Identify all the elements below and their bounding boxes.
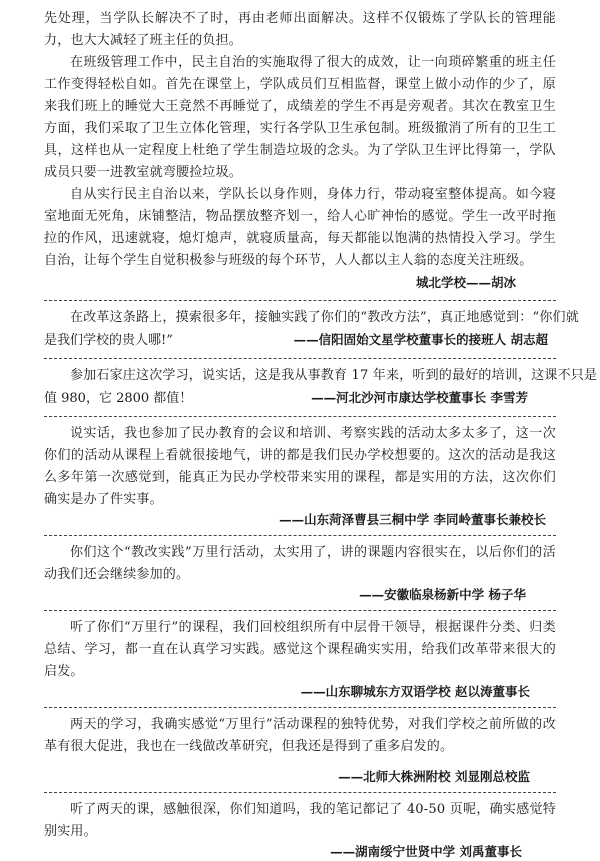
- testimonial-text-line: 在改革这条路上，摸索很多年，接触实践了你们的“教改方法”，真正地感觉到：“你们就: [70, 310, 579, 325]
- divider: [44, 535, 556, 536]
- testimonial-text-line: 是我们学校的贵人哪!”: [44, 333, 173, 348]
- essay-paragraph-2: 在班级管理工作中，民主自治的实施取得了很大的成效，让一向琐碎繁重的班主任工作变得轻松自如。首先在课堂上，学队成员们互相监督，课堂上做小动作的少了，原来我们班上的睡觉大王竟然不再睡觉了，成绩差的学生不再是旁观者。其次在教室卫生方面，我们采取了卫生立体化管理，实行各学队卫生承包制。班级撤消了所有的卫生工具，这样也从一定程度上杜绝了学生制造垃圾的念头。为了学队卫生评比得第一，学队成员只要一进教室就弯腰捡垃圾。: [44, 55, 556, 180]
- testimonial-text-line: 值 980，它 2800 都值！: [44, 391, 193, 406]
- testimonial-signature: ——河北沙河市康达学校董事长 李雪芳: [311, 390, 528, 405]
- divider: [44, 300, 556, 301]
- testimonial-signature: ——山东聊城东方双语学校 赵以涛董事长: [300, 684, 530, 699]
- divider: [44, 358, 556, 359]
- testimonial-signature: ——山东菏泽曹县三桐中学 李同岭董事长兼校长: [279, 512, 546, 527]
- testimonial-4: [44, 542, 556, 604]
- testimonial-signature: ——信阳固始文星学校董事长的接班人 胡志超: [293, 332, 548, 347]
- testimonial-text: 说实话，我也参加了民办教育的会议和培训、考察实践的活动太多太多了，这一次你们的活动从课程上看就很接地气，讲的都是我们民办学校想要的。这次的活动是我这么多年第一次感觉到，能真正为民办学校带来实用的课程，都是实用的方法，这次你们确实是办了件实事。: [44, 426, 556, 507]
- testimonial-5: [44, 617, 556, 701]
- essay-paragraph-3: 自从实行民主自治以来，学队长以身作则，身体力行，带动寝室整体提高。如今寝室地面无死角，床铺整洁，物品摆放整齐划一，给人心旷神怡的感觉。学生一改平时拖拉的作风，迅速就寝，熄灯熄声，就寝质量高，每天都能以饱满的热情投入学习。学生自治，让每个学生自觉积极参与班级的每个环节，人人都以主人翁的态度关注班级。: [44, 187, 556, 268]
- document-page: [44, 8, 598, 861]
- testimonial-text: 听了两天的课，感触很深，你们知道吗，我的笔记都记了 40-50 页呢，确实感觉特别实用。: [44, 802, 556, 839]
- testimonial-last-line: [44, 329, 556, 352]
- essay-paragraph-1: 先处理，当学队长解决不了时，再由老师出面解决。这样不仅锻炼了学队长的管理能力，也大大减轻了班主任的负担。: [44, 11, 556, 48]
- essay-signature: 城北学校——胡冰: [415, 275, 516, 290]
- testimonial-text: 听了你们“万里行”的课程，我们回校组织所有中层骨干领导，根据课件分类、归类总结、学习，都一直在认真学习实践。感觉这个课程确实实用，给我们改革带来很大的启发。: [44, 620, 556, 679]
- testimonial-1: [44, 307, 579, 352]
- divider: [44, 792, 556, 793]
- testimonial-3: [44, 423, 556, 529]
- testimonial-last-line: [44, 387, 556, 410]
- testimonial-6: [44, 714, 556, 786]
- divider: [44, 610, 556, 611]
- testimonial-text: 你们这个“教改实践”万里行活动，太实用了，讲的课题内容很实在，以后你们的活动我们还会继续参加的。: [44, 545, 556, 582]
- testimonial-2: [44, 365, 598, 410]
- testimonial-signature: ——北师大株洲附校 刘显刚总校监: [338, 769, 530, 784]
- testimonial-text-line: 参加石家庄这次学习，说实话，这是我从事教育 17 年来，听到的最好的培训，这课不只是: [70, 368, 598, 383]
- divider: [44, 416, 556, 417]
- testimonial-7: [44, 799, 556, 861]
- essay-block: [44, 8, 556, 292]
- testimonial-signature: ——湖南绥宁世贤中学 刘禹董事长: [330, 844, 522, 859]
- testimonial-text: 两天的学习，我确实感觉“万里行”活动课程的独特优势，对我们学校之前所做的改革有很大促进，我也在一线做改革研究，但我还是得到了重多启发的。: [44, 717, 556, 754]
- testimonial-signature: ——安徽临泉杨新中学 杨子华: [359, 587, 526, 602]
- divider: [44, 707, 556, 708]
